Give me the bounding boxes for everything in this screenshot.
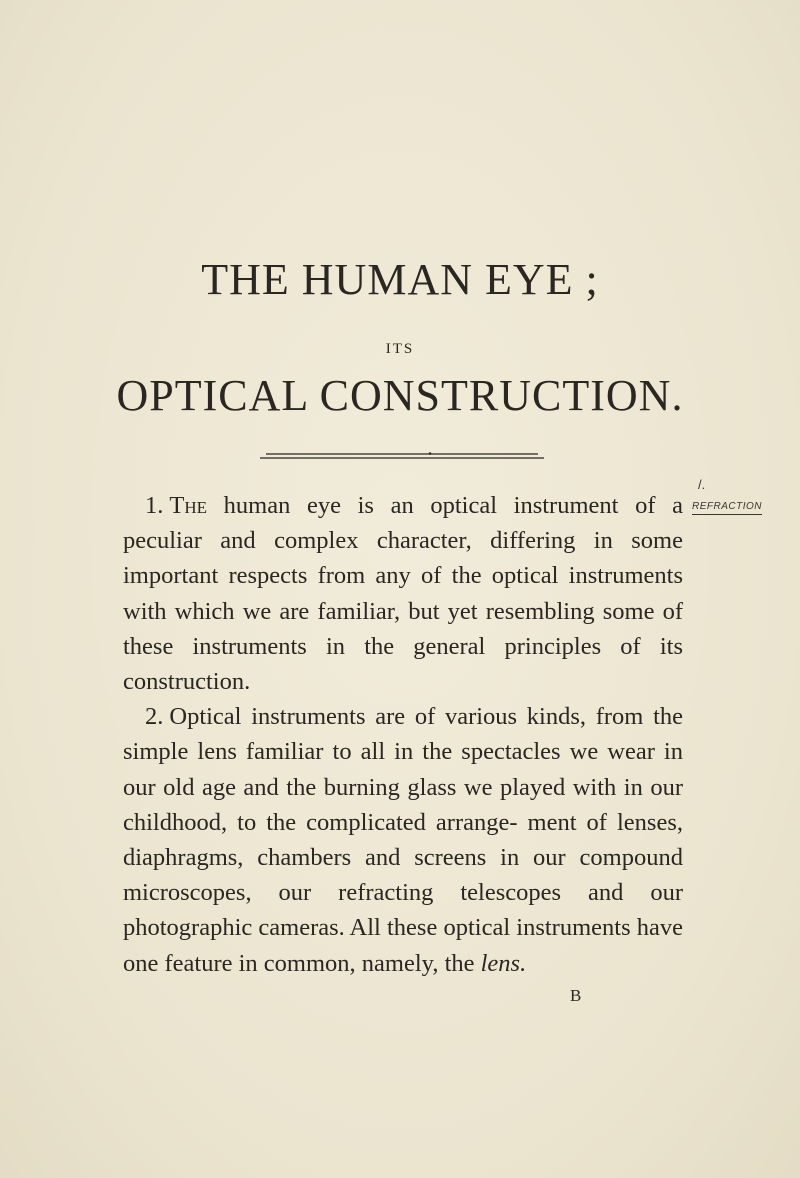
page-title: THE HUMAN EYE ; <box>201 255 599 304</box>
paragraph-text: human eye is an optical instrument of a peculiar and complex character, differing in some important respects from any of the optical instruments with which we are familiar, but yet resembling some of these instruments in the general principles of its construction. <box>123 492 683 696</box>
margin-mark: /. <box>698 477 706 492</box>
signature-mark: B <box>570 986 582 1005</box>
paragraph-2 <box>123 699 683 981</box>
paragraph-number: 1. <box>145 492 164 519</box>
paragraph-emphasis: lens. <box>480 949 527 977</box>
ornamental-rule <box>260 452 544 460</box>
margin-note-handwritten: REFRACTION <box>692 501 762 515</box>
title-connector: ITS <box>385 341 415 357</box>
paragraph-1 <box>123 488 683 699</box>
page-subtitle: OPTICAL CONSTRUCTION. <box>116 371 684 420</box>
paragraph-number: 2. <box>145 703 164 731</box>
body-text <box>123 488 683 981</box>
paragraph-text: Optical instruments are of various kinds, from the simple lens familiar to all in the spectacles we wear in our old age and the burning glass we played with in our childhood, to the complicated arrange- ment of lenses, diaphragms, chambers and screens in our compound microscopes, our refracting telescopes and our photographic cameras. All these optical instruments have one feature in common, namely, the <box>123 703 683 977</box>
paragraph-lead-word: The <box>169 492 208 519</box>
